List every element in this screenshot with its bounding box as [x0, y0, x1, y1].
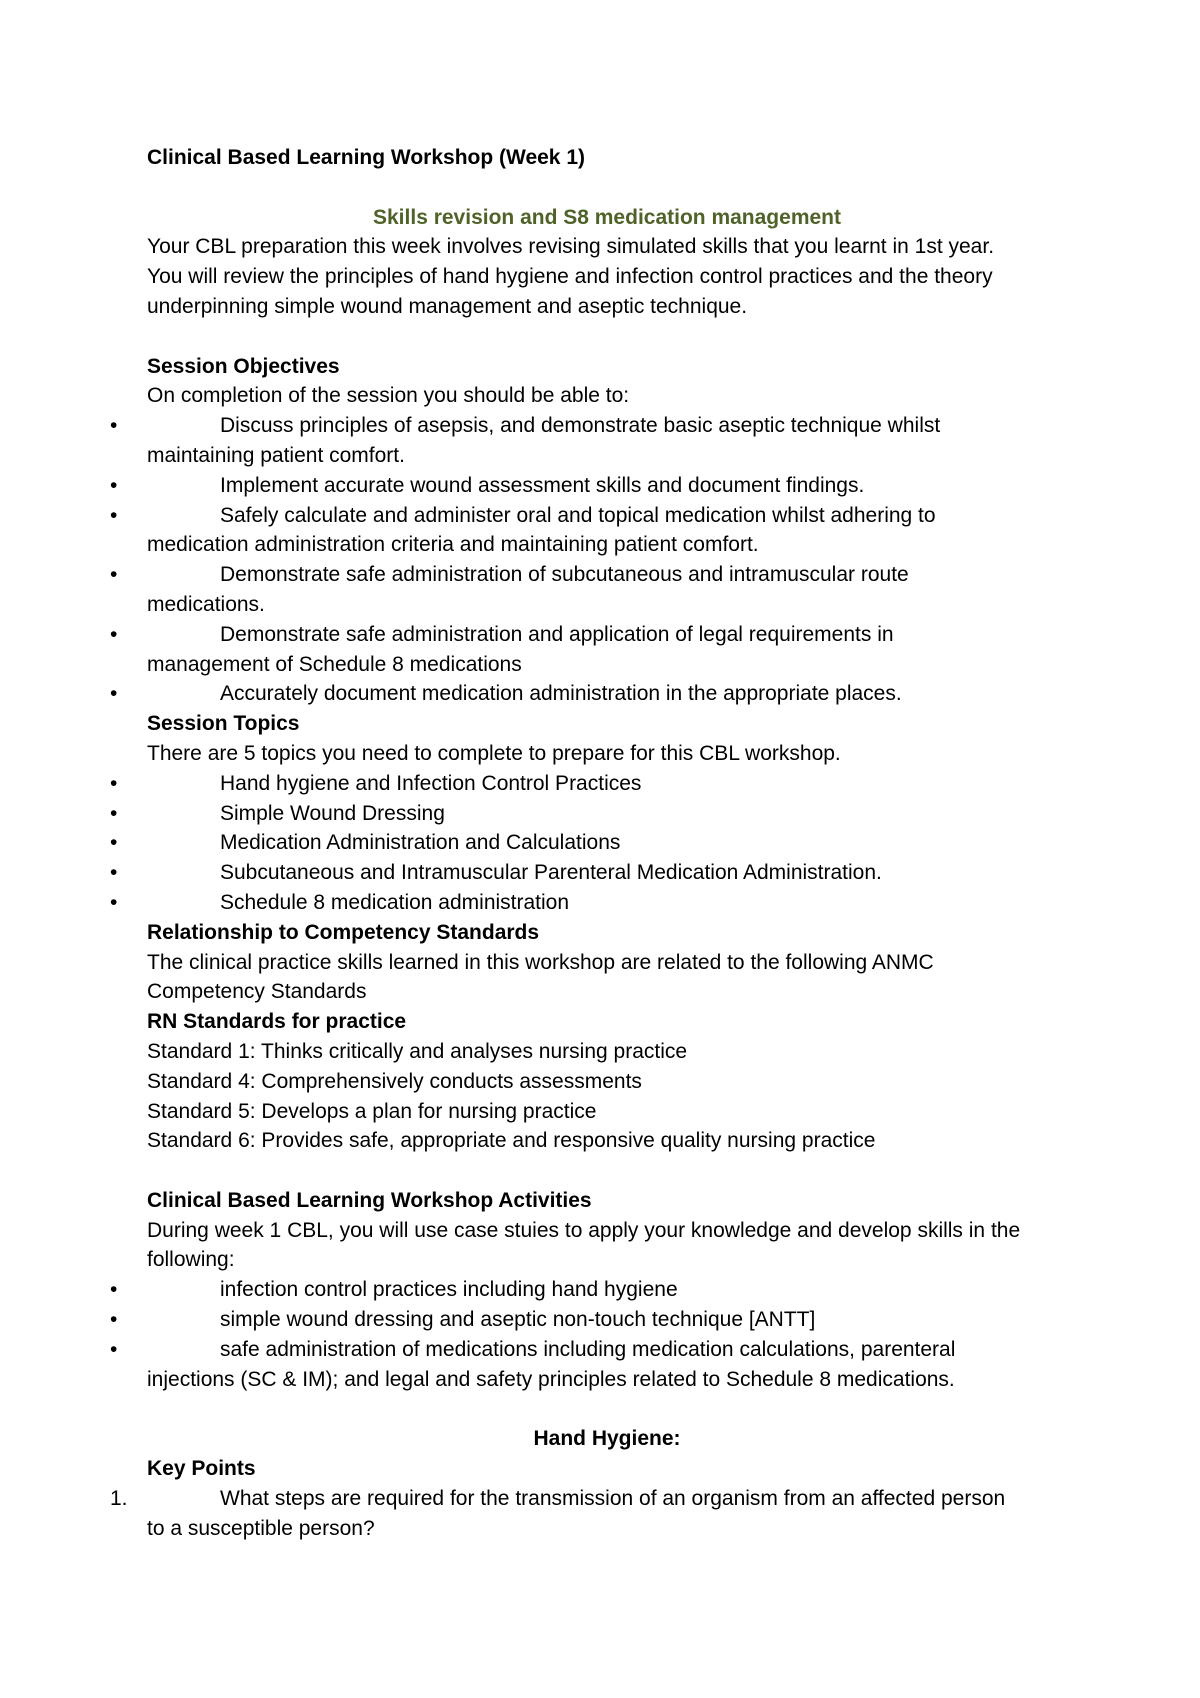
hand-hygiene-heading: Hand Hygiene: — [533, 1427, 681, 1451]
key-points-heading: Key Points — [147, 1457, 256, 1481]
objective-item — [110, 560, 1067, 620]
topics-heading: Session Topics — [147, 712, 300, 736]
objectives-lead: On completion of the session you should be able to: — [147, 384, 630, 408]
standard-item: Standard 6: Provides safe, appropriate and responsive quality nursing practice — [147, 1129, 876, 1153]
objective-item — [110, 679, 1067, 709]
competency-heading: Relationship to Competency Standards — [147, 920, 540, 944]
objective-text: Safely calculate and administer oral and topical medication whilst adhering to — [220, 503, 936, 527]
objective-text: Demonstrate safe administration and application of legal requirements in — [220, 622, 894, 646]
topics-lead: There are 5 topics you need to complete to prepare for this CBL workshop. — [147, 741, 841, 765]
objective-item — [110, 471, 1067, 501]
topic-text: Schedule 8 medication administration — [220, 890, 570, 914]
objective-item — [110, 411, 1067, 471]
bullet-marker: • — [110, 890, 118, 914]
spacer — [147, 173, 1067, 203]
topic-text: Simple Wound Dressing — [220, 801, 445, 825]
objective-item — [110, 620, 1067, 680]
topic-text: Hand hygiene and Infection Control Practices — [220, 771, 642, 795]
topic-item — [110, 858, 1067, 888]
bullet-marker: • — [110, 503, 118, 527]
question-number: 1. — [110, 1486, 128, 1510]
topic-item — [110, 888, 1067, 918]
standard-item: Standard 1: Thinks critically and analyses nursing practice — [147, 1039, 688, 1063]
activity-text-cont: injections (SC & IM); and legal and safety principles related to Schedule 8 medications. — [147, 1367, 955, 1391]
numbered-question — [110, 1484, 1067, 1544]
document-body — [110, 143, 1067, 1543]
bullet-marker: • — [110, 1308, 118, 1332]
activity-text: infection control practices including hand hygiene — [220, 1278, 678, 1302]
bullet-marker: • — [110, 861, 118, 885]
bullet-marker: • — [110, 1337, 118, 1361]
activity-text: safe administration of medications including medication calculations, parenteral — [220, 1337, 956, 1361]
spacer — [147, 1156, 1067, 1186]
activity-item — [110, 1305, 1067, 1335]
activities-heading: Clinical Based Learning Workshop Activities — [147, 1188, 592, 1212]
objective-text: Implement accurate wound assessment skills and document findings. — [220, 473, 865, 497]
spacer — [147, 1394, 1067, 1424]
intro-line-1: Your CBL preparation this week involves revising simulated skills that you learnt in 1st year. — [147, 235, 995, 259]
objective-text-cont: management of Schedule 8 medications — [147, 652, 522, 676]
bullet-marker: • — [110, 771, 118, 795]
objective-text: Demonstrate safe administration of subcutaneous and intramuscular route — [220, 563, 909, 587]
activities-lead-2: following: — [147, 1248, 235, 1272]
objective-text-cont: medication administration criteria and maintaining patient comfort. — [147, 533, 759, 557]
document-title: Clinical Based Learning Workshop (Week 1) — [147, 146, 585, 169]
topic-text: Subcutaneous and Intramuscular Parenteral Medication Administration. — [220, 861, 882, 885]
topic-text: Medication Administration and Calculations — [220, 831, 621, 855]
objective-text-cont: maintaining patient comfort. — [147, 443, 405, 467]
topic-item — [110, 828, 1067, 858]
competency-lead-2: Competency Standards — [147, 980, 367, 1004]
bullet-marker: • — [110, 622, 118, 646]
standard-item: Standard 4: Comprehensively conducts assessments — [147, 1069, 642, 1093]
document-subtitle: Skills revision and S8 medication management — [373, 205, 841, 229]
activity-text: simple wound dressing and aseptic non-touch technique [ANTT] — [220, 1308, 816, 1332]
bullet-marker: • — [110, 831, 118, 855]
competency-lead-1: The clinical practice skills learned in this workshop are related to the following ANMC — [147, 950, 934, 974]
objective-text: Discuss principles of asepsis, and demonstrate basic aseptic technique whilst — [220, 414, 941, 438]
objective-item — [110, 501, 1067, 561]
topic-item — [110, 769, 1067, 799]
question-text-cont: to a susceptible person? — [147, 1516, 375, 1540]
objectives-heading: Session Objectives — [147, 354, 340, 378]
bullet-marker: • — [110, 563, 118, 587]
standard-item: Standard 5: Develops a plan for nursing practice — [147, 1099, 597, 1123]
bullet-marker: • — [110, 682, 118, 706]
bullet-marker: • — [110, 801, 118, 825]
objective-text-cont: medications. — [147, 592, 265, 616]
activity-item — [110, 1335, 1067, 1395]
intro-line-2: You will review the principles of hand hygiene and infection control practices and the theory — [147, 265, 993, 289]
activity-item — [110, 1275, 1067, 1305]
spacer — [147, 322, 1067, 352]
intro-line-3: underpinning simple wound management and aseptic technique. — [147, 294, 748, 318]
objective-text: Accurately document medication administration in the appropriate places. — [220, 682, 902, 706]
bullet-marker: • — [110, 414, 118, 438]
question-text: What steps are required for the transmission of an organism from an affected person — [220, 1486, 1006, 1510]
bullet-marker: • — [110, 473, 118, 497]
topic-item — [110, 799, 1067, 829]
bullet-marker: • — [110, 1278, 118, 1302]
rn-standards-heading: RN Standards for practice — [147, 1010, 407, 1034]
activities-lead-1: During week 1 CBL, you will use case stuies to apply your knowledge and develop skills in the — [147, 1218, 1021, 1242]
